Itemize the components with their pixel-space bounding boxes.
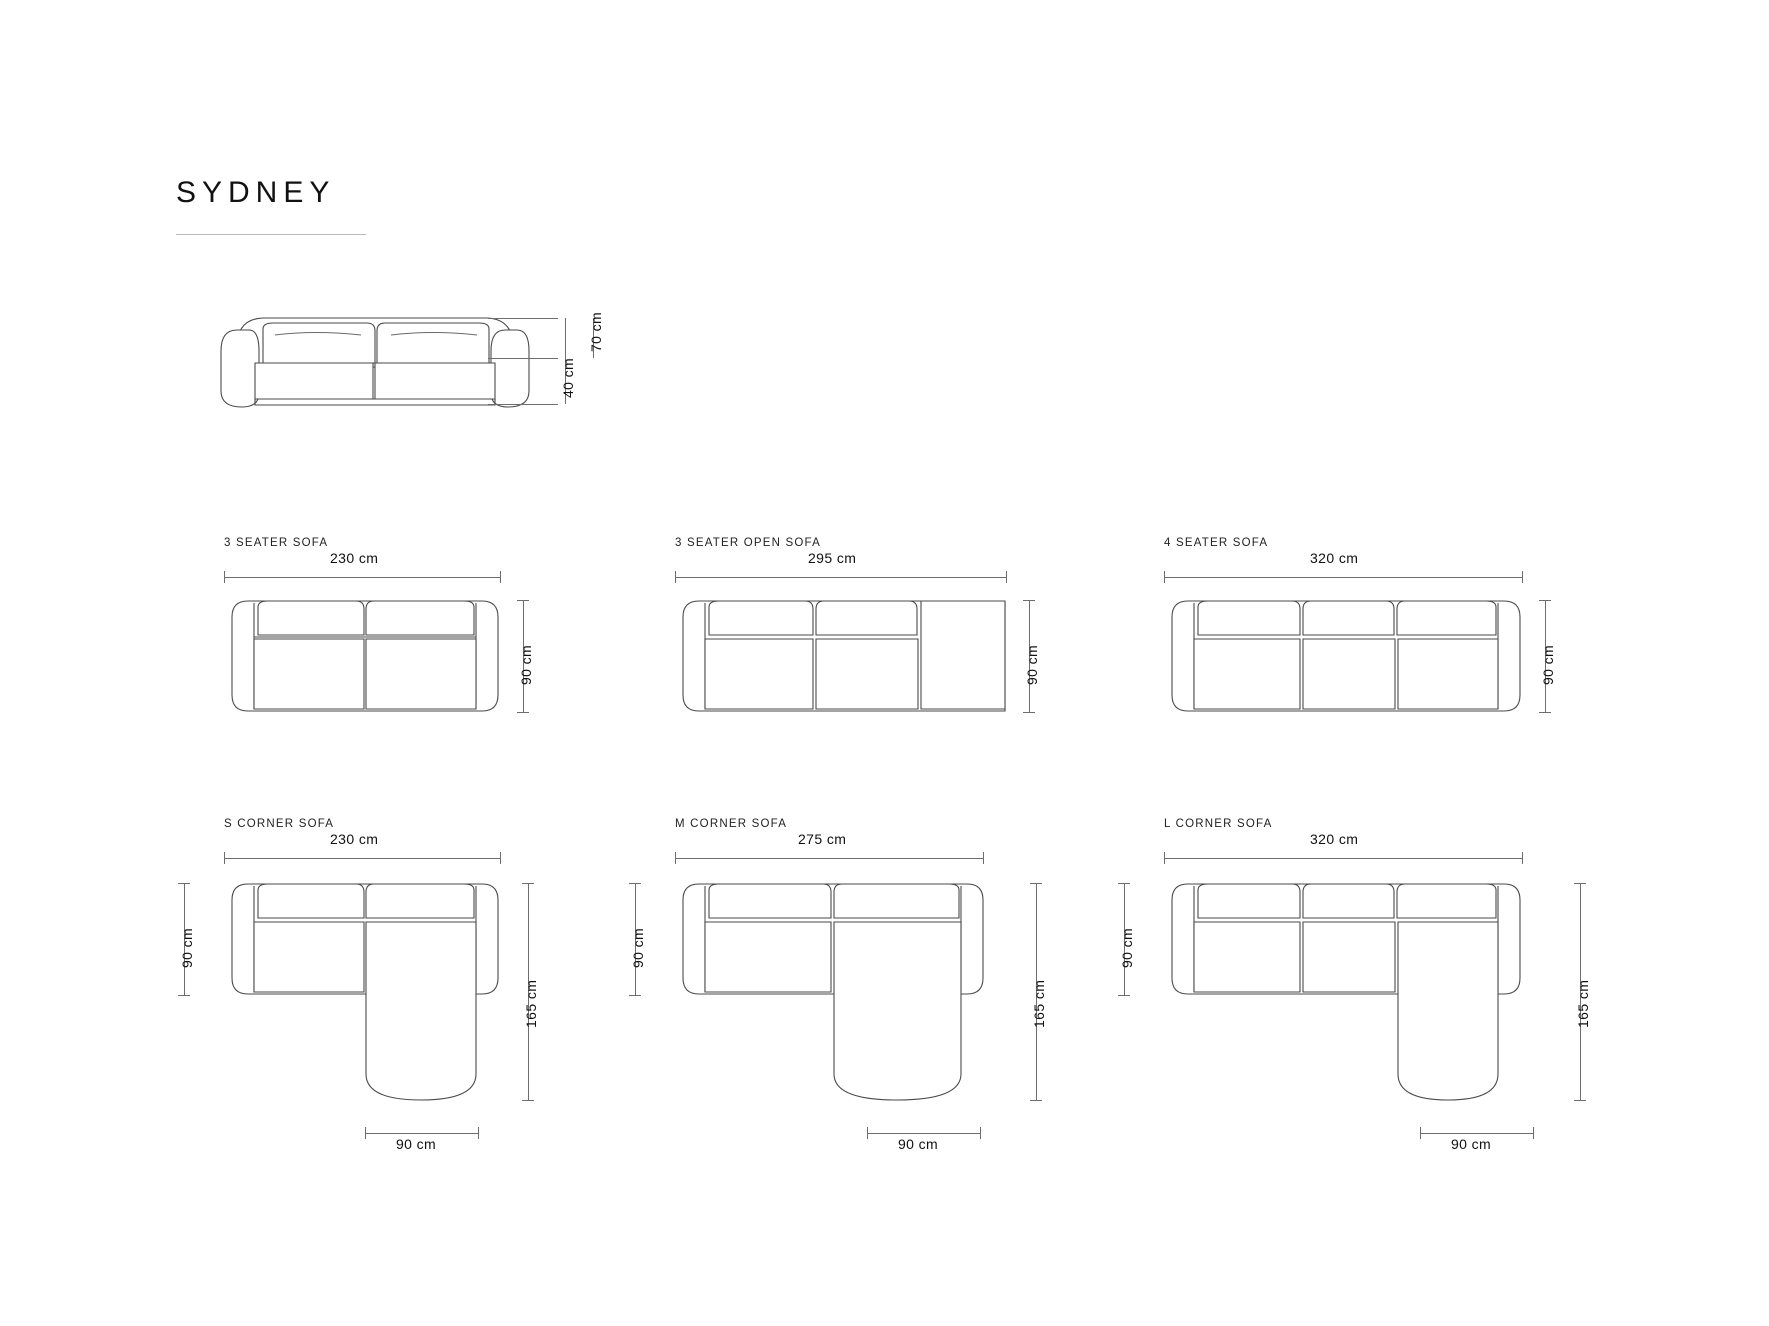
total-depth-label-l-corner-sofa: 165 cm: [1575, 979, 1591, 1028]
depth-label-3-seater-sofa: 90 cm: [518, 644, 534, 685]
chaise-dim-line-l-corner-sofa: [1420, 1133, 1533, 1134]
variant-label-3-seater-open-sofa: 3 SEATER OPEN SOFA: [675, 537, 822, 549]
depth-tick-bottom-l-corner: [1118, 995, 1130, 996]
width-dim-line-s-corner: [224, 858, 500, 859]
chaise-tick-left-s-corner: [365, 1127, 366, 1139]
chaise-label-l-corner-sofa: 90 cm: [1451, 1136, 1492, 1152]
top-view-s-corner-sofa: [224, 878, 506, 1106]
width-tick-left-3-seater: [224, 571, 225, 583]
width-dim-line-l-corner: [1164, 858, 1522, 859]
sofa-front-view-drawing: [215, 305, 535, 415]
total-depth-tick-top-m-corner: [1030, 883, 1042, 884]
width-label-s-corner-sofa: 230 cm: [330, 831, 379, 847]
variant-label-l-corner-sofa: L CORNER SOFA: [1164, 818, 1273, 830]
chaise-tick-right-s-corner: [478, 1127, 479, 1139]
depth-label-l-corner-sofa: 90 cm: [1119, 927, 1135, 968]
depth-tick-bottom-3-seater: [517, 712, 529, 713]
depth-tick-bottom-s-corner: [178, 995, 190, 996]
width-tick-right-m-corner: [983, 852, 984, 864]
total-depth-tick-bottom-s-corner: [522, 1100, 534, 1101]
width-label-3-seater-sofa: 230 cm: [330, 550, 379, 566]
chaise-tick-left-l-corner: [1420, 1127, 1421, 1139]
depth-tick-bottom-m-corner: [629, 995, 641, 996]
variant-label-4-seater-sofa: 4 SEATER SOFA: [1164, 537, 1269, 549]
width-tick-left-4-seater: [1164, 571, 1165, 583]
total-depth-label-m-corner-sofa: 165 cm: [1031, 979, 1047, 1028]
width-label-4-seater-sofa: 320 cm: [1310, 550, 1359, 566]
title-divider: [176, 234, 366, 235]
width-tick-left-l-corner: [1164, 852, 1165, 864]
depth-label-m-corner-sofa: 90 cm: [630, 927, 646, 968]
chaise-tick-right-m-corner: [980, 1127, 981, 1139]
top-view-3-seater-open-sofa: [675, 595, 1013, 717]
chaise-label-s-corner-sofa: 90 cm: [396, 1136, 437, 1152]
chaise-tick-left-m-corner: [867, 1127, 868, 1139]
depth-tick-top-s-corner: [178, 883, 190, 884]
top-view-4-seater-sofa: [1164, 595, 1528, 717]
page-title-block: [176, 178, 366, 235]
chaise-tick-right-l-corner: [1533, 1127, 1534, 1139]
top-view-l-corner-sofa: [1164, 878, 1528, 1106]
depth-tick-top-4-seater: [1539, 600, 1551, 601]
width-tick-right-s-corner: [500, 852, 501, 864]
variant-label-s-corner-sofa: S CORNER SOFA: [224, 818, 335, 830]
width-dim-line-3-seater-open: [675, 577, 1006, 578]
width-tick-right-l-corner: [1522, 852, 1523, 864]
chaise-dim-line-s-corner-sofa: [365, 1133, 478, 1134]
total-depth-tick-top-l-corner: [1574, 883, 1586, 884]
page-title: SYDNEY: [176, 176, 336, 209]
depth-tick-bottom-3-seater-open: [1023, 712, 1035, 713]
top-view-3-seater-sofa: [224, 595, 506, 717]
width-label-m-corner-sofa: 275 cm: [798, 831, 847, 847]
depth-tick-top-l-corner: [1118, 883, 1130, 884]
hero-dim-label-70: 70 cm: [588, 311, 604, 352]
depth-label-s-corner-sofa: 90 cm: [179, 927, 195, 968]
width-tick-right-3-seater-open: [1006, 571, 1007, 583]
total-depth-tick-bottom-m-corner: [1030, 1100, 1042, 1101]
width-tick-right-3-seater: [500, 571, 501, 583]
variant-label-3-seater-sofa: 3 SEATER SOFA: [224, 537, 329, 549]
width-dim-line-3-seater-sofa: [224, 577, 500, 578]
variant-label-m-corner-sofa: M CORNER SOFA: [675, 818, 788, 830]
total-depth-label-s-corner-sofa: 165 cm: [523, 979, 539, 1028]
depth-tick-top-3-seater-open: [1023, 600, 1035, 601]
hero-dim-extension-bottom: [488, 404, 558, 405]
width-tick-left-m-corner: [675, 852, 676, 864]
width-label-l-corner-sofa: 320 cm: [1310, 831, 1359, 847]
hero-dim-label-40: 40 cm: [560, 357, 576, 398]
width-dim-line-m-corner: [675, 858, 983, 859]
width-dim-line-4-seater: [1164, 577, 1522, 578]
chaise-label-m-corner-sofa: 90 cm: [898, 1136, 939, 1152]
width-tick-left-s-corner: [224, 852, 225, 864]
depth-tick-top-m-corner: [629, 883, 641, 884]
depth-tick-top-3-seater: [517, 600, 529, 601]
depth-label-3-seater-open-sofa: 90 cm: [1024, 644, 1040, 685]
hero-dim-extension-mid: [488, 358, 558, 359]
width-label-3-seater-open-sofa: 295 cm: [808, 550, 857, 566]
hero-dim-extension-top: [488, 318, 558, 319]
depth-label-4-seater-sofa: 90 cm: [1540, 644, 1556, 685]
width-tick-right-4-seater: [1522, 571, 1523, 583]
width-tick-left-3-seater-open: [675, 571, 676, 583]
depth-tick-bottom-4-seater: [1539, 712, 1551, 713]
total-depth-tick-top-s-corner: [522, 883, 534, 884]
top-view-m-corner-sofa: [675, 878, 991, 1106]
total-depth-tick-bottom-l-corner: [1574, 1100, 1586, 1101]
chaise-dim-line-m-corner-sofa: [867, 1133, 980, 1134]
